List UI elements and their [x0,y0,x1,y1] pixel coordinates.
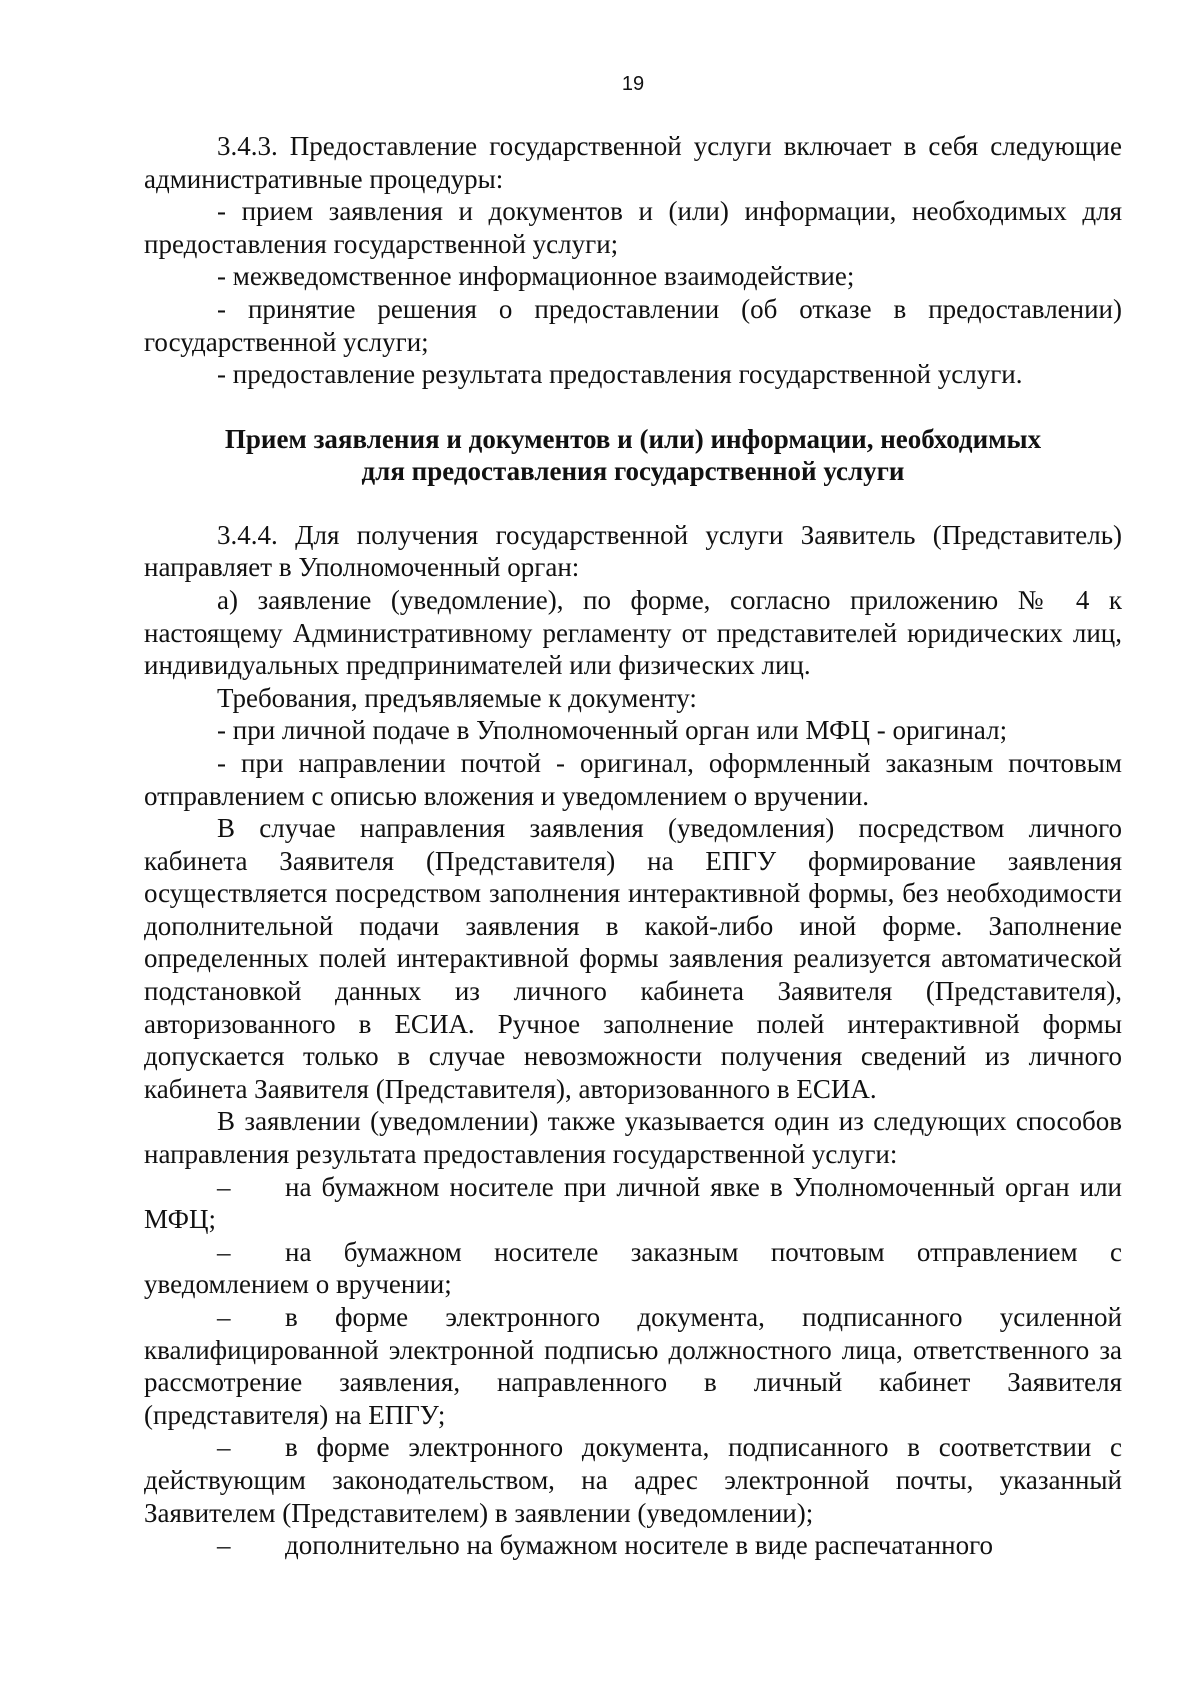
dash-list-item-text: в форме электронного документа, подписанного в соответствии с действующим законодательством, на адрес электронной почты, указанный Заявителем (Представителем) в заявлении (уведомлении); [144,1432,1122,1528]
dash-list-item-text: на бумажном носителе при личной явке в Уполномоченный орган или МФЦ; [144,1171,1122,1235]
dash-mark: – [217,1432,231,1463]
paragraph: 3.4.4. Для получения государственной услуги Заявитель (Представитель) направляет в Уполномоченный орган: [144,519,1122,583]
page-number: 19 [621,73,645,95]
dash-mark: – [217,1530,231,1561]
paragraph: - прием заявления и документов и (или) информации, необходимых для предоставления государственной услуги; [144,196,1122,259]
section-heading-line: для предоставления государственной услуги [361,455,905,486]
dash-mark: – [217,1302,231,1332]
paragraph: Требования, предъявляемые к документу: [217,682,697,713]
paragraph: а) заявление (уведомление), по форме, согласно приложению № 4 к настоящему Административному регламенту от представителей юридических лиц, индивидуальных предпринимателей или физических лиц. [144,584,1122,681]
dash-list-item-text: в форме электронного документа, подписанного усиленной квалифицированной электронной подписью должностного лица, ответственного за рассмотрение заявления, направленного в личный кабинет Заявителя (представителя) на ЕПГУ; [144,1302,1122,1430]
paragraph: В случае направления заявления (уведомления) посредством личного кабинета Заявителя (Представителя) на ЕПГУ формирование заявления осуществляется посредством заполнения интерактивной формы, без необходимости дополнительной подачи заявления в какой-либо иной форме. Заполнение определенных полей интерактивной формы заявления реализуется автоматической подстановкой данных из личного кабинета Заявителя (Представителя), авторизованного в ЕСИА. Ручное заполнение полей интерактивной формы допускается только в случае невозможности получения сведений из личного кабинета Заявителя (Представителя), авторизованного в ЕСИА. [144,813,1122,1104]
dash-list-item [144,1301,1122,1431]
dash-list-item [144,1529,1122,1562]
dash-list-item-text: на бумажном носителе заказным почтовым отправлением с уведомлением о вручении; [144,1236,1122,1300]
paragraph: - предоставление результата предоставления государственной услуги. [217,359,1023,390]
paragraph: 3.4.3. Предоставление государственной услуги включает в себя следующие административные процедуры: [144,131,1122,194]
section-heading [144,423,1122,487]
paragraph: - межведомственное информационное взаимодействие; [217,261,855,292]
paragraph: В заявлении (уведомлении) также указывается один из следующих способов направления результата предоставления государственной услуги: [144,1106,1122,1170]
paragraph: - при направлении почтой - оригинал, оформленный заказным почтовым отправлением с описью вложения и уведомлением о вручении. [144,747,1122,811]
dash-list-item [144,1171,1122,1236]
dash-list-item [144,1236,1122,1301]
dash-mark: – [217,1171,231,1202]
dash-list-item-text: дополнительно на бумажном носителе в виде распечатанного [285,1530,994,1561]
dash-list-item [144,1431,1122,1529]
section-heading-line: Прием заявления и документов и (или) информации, необходимых [224,423,1042,454]
dash-mark: – [217,1236,231,1267]
paragraph: - принятие решения о предоставлении (об отказе в предоставлении) государственной услуги; [144,293,1122,357]
paragraph: - при личной подаче в Уполномоченный орган или МФЦ - оригинал; [217,715,1008,746]
document-page [144,72,1122,1562]
